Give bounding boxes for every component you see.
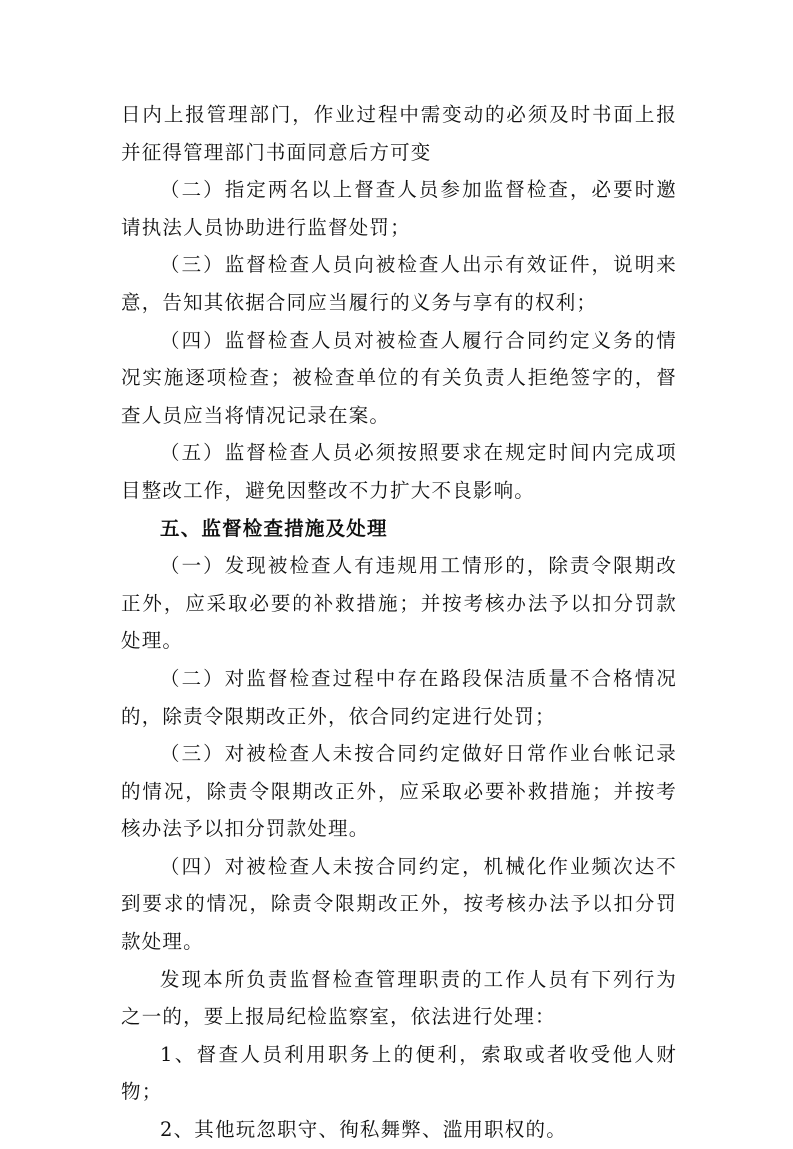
paragraph-item-3: （三）监督检查人员向被检查人出示有效证件，说明来意，告知其依据合同应当履行的义务与享有的权利； — [121, 253, 677, 314]
paragraph-measure-4: （四）对被检查人未按合同约定，机械化作业频次达不到要求的情况，除责令限期改正外，按考核办法予以扣分罚款处理。 — [121, 854, 677, 954]
paragraph-continuation: 日内上报管理部门，作业过程中需变动的必须及时书面上报并征得管理部门书面同意后方可变 — [121, 103, 677, 164]
paragraph-measure-1: （一）发现被检查人有违规用工情形的，除责令限期改正外，应采取必要的补救措施；并按考核办法予以扣分罚款处理。 — [121, 554, 677, 653]
paragraph-measure-2: （二）对监督检查过程中存在路段保洁质量不合格情况的，除责令限期改正外，依合同约定进行处罚； — [121, 666, 677, 728]
paragraph-item-2: （二）指定两名以上督查人员参加监督检查，必要时邀请执法人员协助进行监督处罚； — [121, 178, 677, 239]
paragraph-staff-intro: 发现本所负责监督检查管理职责的工作人员有下列行为之一的，要上报局纪检监察室，依法进行处理： — [121, 967, 677, 1029]
paragraph-item-5: （五）监督检查人员必须按照要求在规定时间内完成项目整改工作，避免因整改不力扩大不良影响。 — [121, 441, 677, 502]
paragraph-measure-3: （三）对被检查人未按合同约定做好日常作业台帐记录的情况，除责令限期改正外，应采取必要补救措施；并按考核办法予以扣分罚款处理。 — [121, 742, 677, 841]
section-heading: 五、监督检查措施及处理 — [160, 516, 388, 540]
paragraph-item-4: （四）监督检查人员对被检查人履行合同约定义务的情况实施逐项检查；被检查单位的有关负责人拒绝签字的，督查人员应当将情况记录在案。 — [121, 328, 677, 427]
document-body — [121, 96, 677, 1149]
paragraph-staff-item-2: 2、其他玩忽职守、徇私舞弊、滥用职权的。 — [160, 1118, 567, 1142]
paragraph-staff-item-1: 1、督查人员利用职务上的便利，索取或者收受他人财物； — [121, 1042, 677, 1104]
